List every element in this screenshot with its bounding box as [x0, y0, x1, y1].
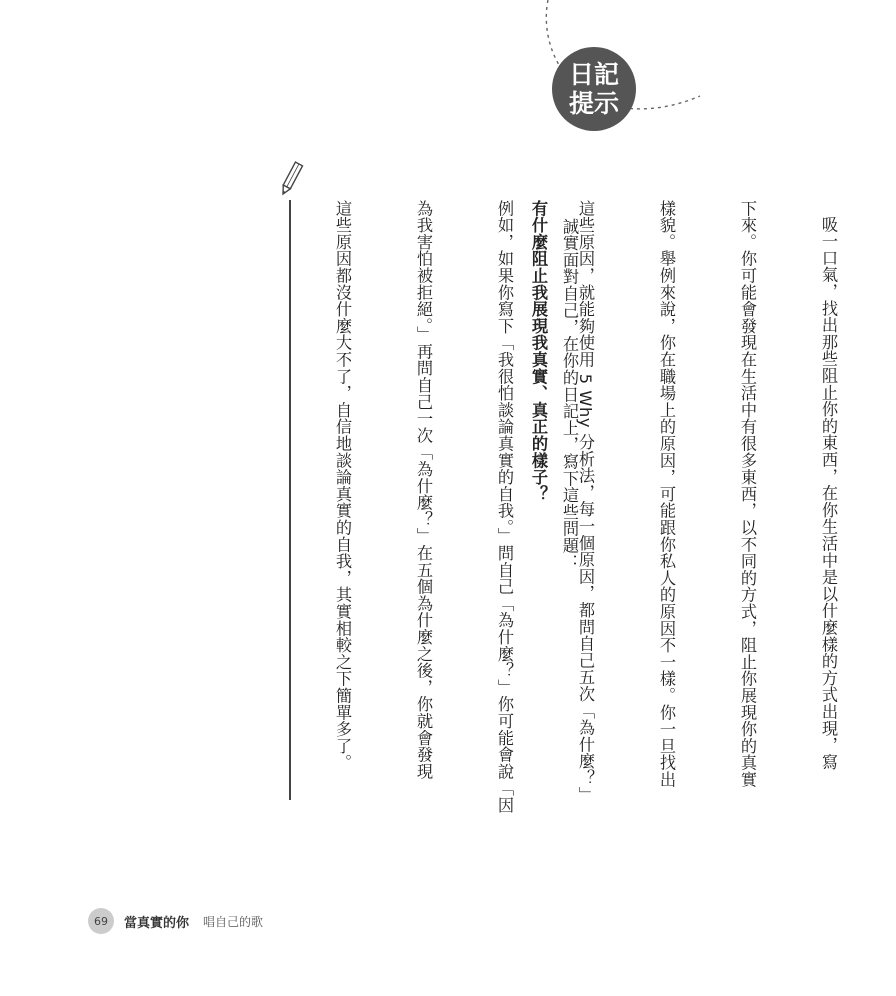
body-column: 樣貌。舉例來說，你在職場上的原因，可能跟你私人的原因不一樣。你一旦找出	[657, 200, 676, 788]
body-column: 下來。你可能會發現在生活中有很多東西，以不同的方式，阻止你展現你的真實	[738, 200, 757, 788]
badge-line-1: 日記	[568, 60, 619, 89]
badge-line-2: 提示	[568, 89, 619, 118]
page-number: 69	[88, 908, 114, 934]
page-footer	[88, 906, 263, 936]
prompt-question: 有什麼阻止我展現我真實、真正的樣子？	[529, 200, 548, 503]
body-column: 例如，如果你寫下「我很怕談論真實的自我。」問自己「為什麼？」你可能會說「因	[495, 200, 514, 814]
prompt-intro: 誠實面對自己，在你的日記上，寫下這些問題：	[560, 218, 579, 571]
body-column: 吸一口氣，找出那些阻止你的東西，在你生活中是以什麼樣的方式出現，寫	[819, 216, 838, 771]
margin-rule	[289, 200, 291, 800]
journal-prompt-badge	[552, 47, 636, 131]
body-column: 為我害怕被拒絕。」再問自己一次「為什麼？」在五個為什麼之後，你就會發現	[414, 200, 433, 780]
pencil-icon	[280, 160, 302, 198]
chapter-title: 唱自己的歌	[203, 914, 264, 929]
body-text	[302, 200, 896, 814]
body-column: 這些原因都沒什麼大不了，自信地談論真實的自我，其實相較之下簡單多了。	[333, 200, 352, 772]
body-column: 這些原因，就能夠使用 5 Why 分析法，每一個原因，都問自己五次「為什麼？」	[576, 200, 595, 804]
book-title: 當真實的你	[124, 915, 190, 931]
